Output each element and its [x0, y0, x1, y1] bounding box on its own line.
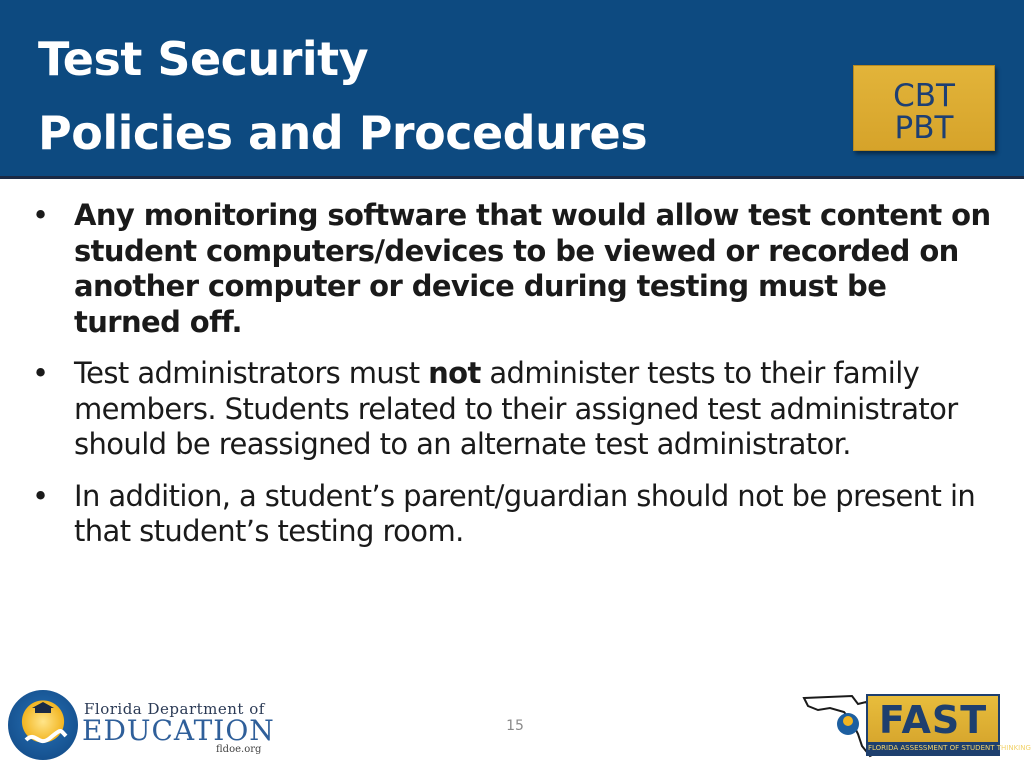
bullet-text-family	[74, 356, 958, 461]
bullet-item	[32, 198, 992, 340]
bullet-item	[32, 356, 992, 463]
cbt-pbt-badge	[853, 65, 995, 151]
badge-cbt-label: CBT	[893, 78, 955, 114]
fast-plate	[866, 694, 1031, 756]
bullet-item	[32, 479, 992, 550]
fdoe-website: fldoe.org	[216, 744, 262, 755]
bullet-icon: •	[32, 198, 49, 232]
fdoe-seal-icon	[8, 690, 78, 760]
fast-logo	[800, 690, 1031, 760]
bullet-list	[32, 198, 992, 566]
fdoe-education-word: EDUCATION	[82, 714, 275, 747]
bullet-text-monitoring: Any monitoring software that would allow test content on student computers/devices to be viewed or recorded on another computer or device during testing must be turned off.	[74, 198, 991, 339]
bullet-text-part: administer tests to their family members. Students related to their assigned test administrator should be reassigned to an alternate test administrator.	[74, 356, 958, 461]
fdoe-name-line: Florida Department of	[84, 700, 265, 718]
title-line-2: Policies and Procedures	[38, 106, 648, 160]
bullet-icon: •	[32, 356, 49, 390]
bullet-text-parent: In addition, a student’s parent/guardian should not be present in that student’s testing room.	[74, 478, 976, 548]
bullet-icon: •	[32, 478, 49, 513]
bullet-text-part: Test administrators must	[74, 356, 429, 390]
fast-title: FAST	[878, 698, 988, 742]
slide-header	[0, 0, 1024, 176]
fast-subtitle: FLORIDA ASSESSMENT OF STUDENT THINKING	[868, 744, 1031, 752]
header-divider	[0, 176, 1024, 179]
bullet-emphasis: not	[428, 356, 481, 390]
badge-pbt-label: PBT	[894, 110, 954, 146]
slide-title	[38, 22, 647, 170]
page-number: 15	[506, 718, 524, 734]
title-line-1: Test Security	[38, 32, 369, 86]
fdoe-logo	[8, 690, 275, 762]
